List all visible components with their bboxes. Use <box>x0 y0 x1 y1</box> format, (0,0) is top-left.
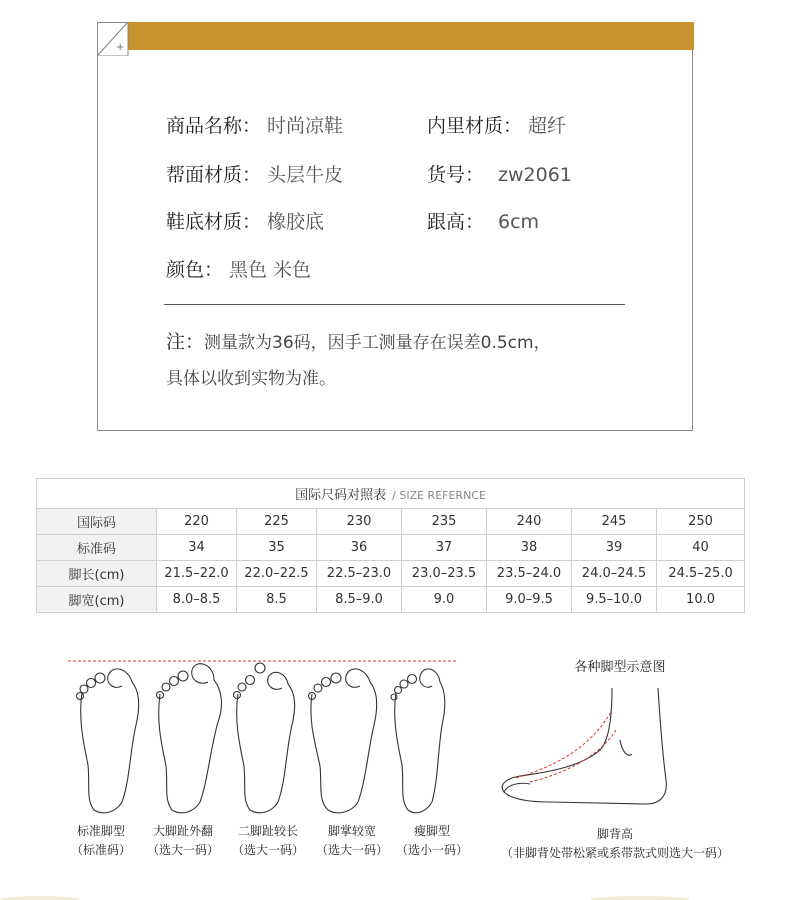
product-info-card <box>97 22 693 431</box>
table-cell: 9.0 <box>402 587 487 613</box>
table-cell: 24.5–25.0 <box>657 561 745 587</box>
upper-label: 帮面材质： <box>166 164 262 186</box>
foot-type-advice: （选大一码） <box>231 843 304 857</box>
table-cell: 9.5–10.0 <box>572 587 657 613</box>
high-instep-foot-icon <box>490 680 680 810</box>
row-header: 标准码 <box>37 535 157 561</box>
table-cell: 22.5–23.0 <box>317 561 402 587</box>
folded-corner-icon <box>97 22 129 56</box>
product-name-value: 时尚凉鞋 <box>267 115 344 137</box>
table-cell: 22.0–22.5 <box>237 561 317 587</box>
table-cell: 8.5 <box>237 587 317 613</box>
table-cell: 10.0 <box>657 587 745 613</box>
item-no-value: zw2061 <box>498 164 572 186</box>
foot-type-advice: （选大一码） <box>146 843 219 857</box>
color-value: 黑色 米色 <box>229 259 312 281</box>
field-product-name <box>166 111 343 138</box>
lining-label: 内里材质： <box>427 115 523 137</box>
slim-foot-icon <box>391 669 445 813</box>
foot-type-name: 大脚趾外翻 <box>152 824 213 838</box>
table-cell: 8.5–9.0 <box>317 587 402 613</box>
lining-value: 超纤 <box>528 115 567 137</box>
table-cell: 230 <box>317 509 402 535</box>
standard-foot-icon <box>77 669 139 813</box>
color-label: 颜色： <box>166 259 224 281</box>
instep-advice: （非脚背处带松紧或系带款式则选大一码） <box>500 846 729 860</box>
product-name-label: 商品名称： <box>166 115 262 137</box>
table-cell: 35 <box>237 535 317 561</box>
row-header: 国际码 <box>37 509 157 535</box>
plus-icon: + <box>116 42 125 53</box>
size-reference-table <box>36 478 745 613</box>
table-cell: 38 <box>487 535 572 561</box>
foot-type-name: 标准脚型 <box>76 824 125 838</box>
field-sole <box>166 207 324 234</box>
item-no-label: 货号： <box>427 164 485 186</box>
bunion-foot-icon <box>157 664 222 813</box>
foot-type-advice: （选大一码） <box>315 843 388 857</box>
note-text-2: 具体以收到实物为准。 <box>166 369 336 389</box>
foot-type-name: 二脚趾较长 <box>237 824 298 838</box>
field-heel <box>427 207 539 234</box>
table-cell: 21.5–22.0 <box>157 561 237 587</box>
table-row <box>37 561 745 587</box>
table-cell: 245 <box>572 509 657 535</box>
table-cell: 24.0–24.5 <box>572 561 657 587</box>
table-cell: 220 <box>157 509 237 535</box>
table-cell: 225 <box>237 509 317 535</box>
heel-value: 6cm <box>498 211 540 233</box>
foot-types-illustration <box>60 650 460 815</box>
table-cell: 37 <box>402 535 487 561</box>
sole-value: 橡胶底 <box>267 211 325 233</box>
table-title-row <box>37 479 745 509</box>
foot-type-name: 瘦脚型 <box>413 824 450 838</box>
row-header: 脚宽(cm) <box>37 587 157 613</box>
table-cell: 235 <box>402 509 487 535</box>
sole-label: 鞋底材质： <box>166 211 262 233</box>
upper-value: 头层牛皮 <box>267 164 344 186</box>
table-cell: 39 <box>572 535 657 561</box>
table-cell: 250 <box>657 509 745 535</box>
card-divider <box>164 304 625 305</box>
heel-label: 跟高： <box>427 211 485 233</box>
table-title-en: / SIZE REFERNCE <box>392 489 486 502</box>
foot-type-advice: （选小一码） <box>395 843 468 857</box>
table-cell: 9.0–9.5 <box>487 587 572 613</box>
field-lining <box>427 111 566 138</box>
field-upper <box>166 160 343 187</box>
foot-type-name: 脚掌较宽 <box>327 824 376 838</box>
note-text-1: 测量款为36码，因手工测量存在误差0.5cm， <box>204 333 551 353</box>
instep-caption <box>480 825 750 863</box>
card-header-bar <box>127 22 694 50</box>
table-row <box>37 509 745 535</box>
table-cell: 34 <box>157 535 237 561</box>
table-cell: 23.0–23.5 <box>402 561 487 587</box>
row-header: 脚长(cm) <box>37 561 157 587</box>
table-cell: 36 <box>317 535 402 561</box>
table-title <box>37 479 745 509</box>
table-cell: 240 <box>487 509 572 535</box>
field-color <box>166 255 311 282</box>
note-line-1 <box>166 327 551 354</box>
field-item-no <box>427 160 572 187</box>
diagram-title: 各种脚型示意图 <box>574 660 666 675</box>
foot-type-advice: （标准码） <box>70 843 131 857</box>
wide-foot-icon <box>309 669 377 813</box>
table-cell: 23.5–24.0 <box>487 561 572 587</box>
table-row <box>37 535 745 561</box>
table-cell: 8.0–8.5 <box>157 587 237 613</box>
long-second-toe-foot-icon <box>234 663 295 813</box>
foot-type-caption <box>377 822 487 860</box>
table-title-cn: 国际尺码对照表 <box>295 488 387 503</box>
table-row <box>37 587 745 613</box>
table-cell: 40 <box>657 535 745 561</box>
note-label: 注： <box>166 331 205 353</box>
bottom-decoration <box>0 894 790 900</box>
note-line-2 <box>166 364 336 389</box>
instep-name: 脚背高 <box>596 827 633 841</box>
